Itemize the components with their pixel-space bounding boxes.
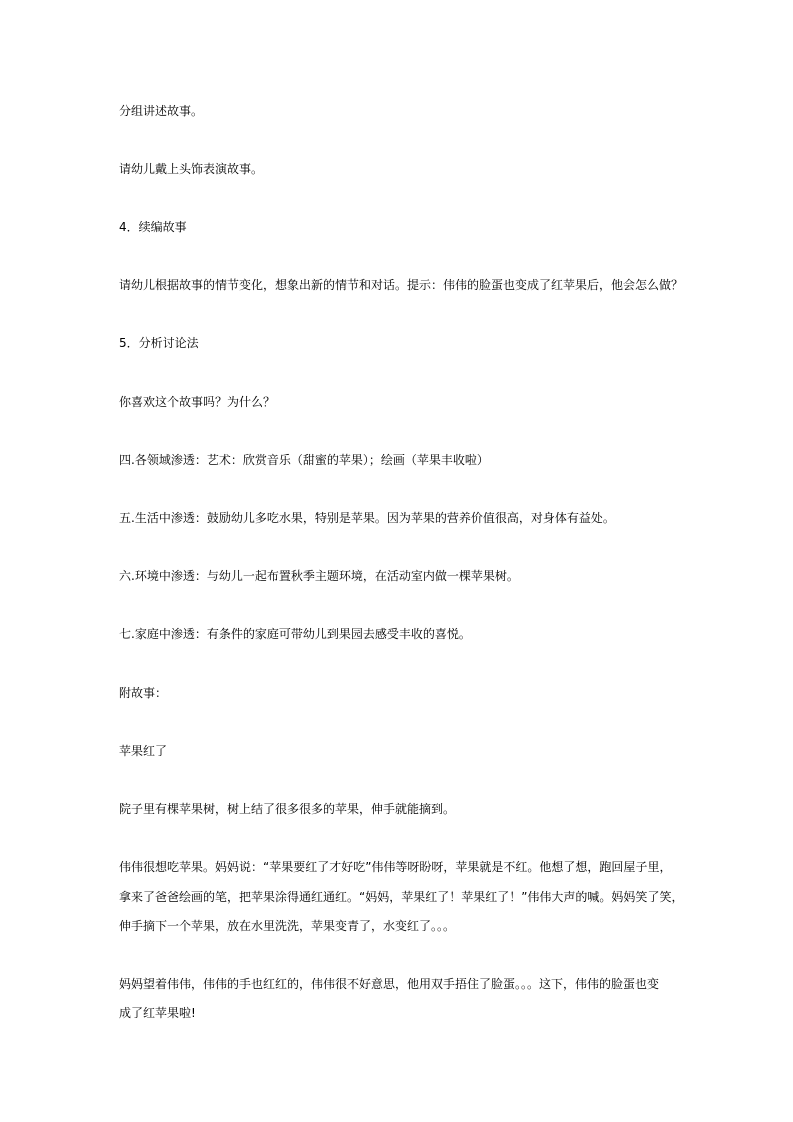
story-paragraph-2-line-3: 伸手摘下一个苹果，放在水里洗洗，苹果变青了，水变红了。。。 xyxy=(119,919,456,933)
section-domain-integration: 四.各领域渗透：艺术：欣赏音乐（甜蜜的苹果）；绘画（苹果丰收啦） xyxy=(119,453,489,467)
paragraph-group-storytelling: 分组讲述故事。 xyxy=(119,104,204,118)
paragraph-continue-story-prompt: 请幼儿根据故事的情节变化，想象出新的情节和对话。提示：伟伟的脸蛋也变成了红苹果后，他会怎么做？ xyxy=(119,278,684,292)
paragraph-discussion-question: 你喜欢这个故事吗？为什么？ xyxy=(119,395,276,409)
story-paragraph-3-line-1: 妈妈望着伟伟，伟伟的手也红红的，伟伟很不好意思，他用双手捂住了脸蛋。。。这下，伟伟的脸蛋也变 xyxy=(119,977,660,991)
section-life-integration: 五.生活中渗透：鼓励幼儿多吃水果，特别是苹果。因为苹果的营养价值很高，对身体有益处。 xyxy=(119,511,615,525)
section-environment-integration: 六.环境中渗透：与幼儿一起布置秋季主题环境，在活动室内做一棵苹果树。 xyxy=(119,569,519,583)
story-paragraph-2-line-1: 伟伟很想吃苹果。妈妈说：“苹果要红了才好吃”伟伟等呀盼呀，苹果就是不红。他想了想，跑回屋子里， xyxy=(119,860,672,874)
story-paragraph-1: 院子里有棵苹果树，树上结了很多很多的苹果，伸手就能摘到。 xyxy=(119,802,456,816)
appendix-label: 附故事： xyxy=(119,686,168,700)
story-paragraph-2-line-2: 拿来了爸爸绘画的笔，把苹果涂得通红通红。“妈妈，苹果红了！苹果红了！”伟伟大声的喊。妈妈笑了笑， xyxy=(119,890,684,904)
story-title: 苹果红了 xyxy=(119,744,168,758)
heading-analysis-discussion: 5．分析讨论法 xyxy=(119,336,199,350)
section-family-integration: 七.家庭中渗透：有条件的家庭可带幼儿到果园去感受丰收的喜悦。 xyxy=(119,627,471,641)
paragraph-headwear-performance: 请幼儿戴上头饰表演故事。 xyxy=(119,162,264,176)
heading-continue-story: 4．续编故事 xyxy=(119,220,187,234)
story-paragraph-3-line-2: 成了红苹果啦! xyxy=(119,1006,196,1020)
